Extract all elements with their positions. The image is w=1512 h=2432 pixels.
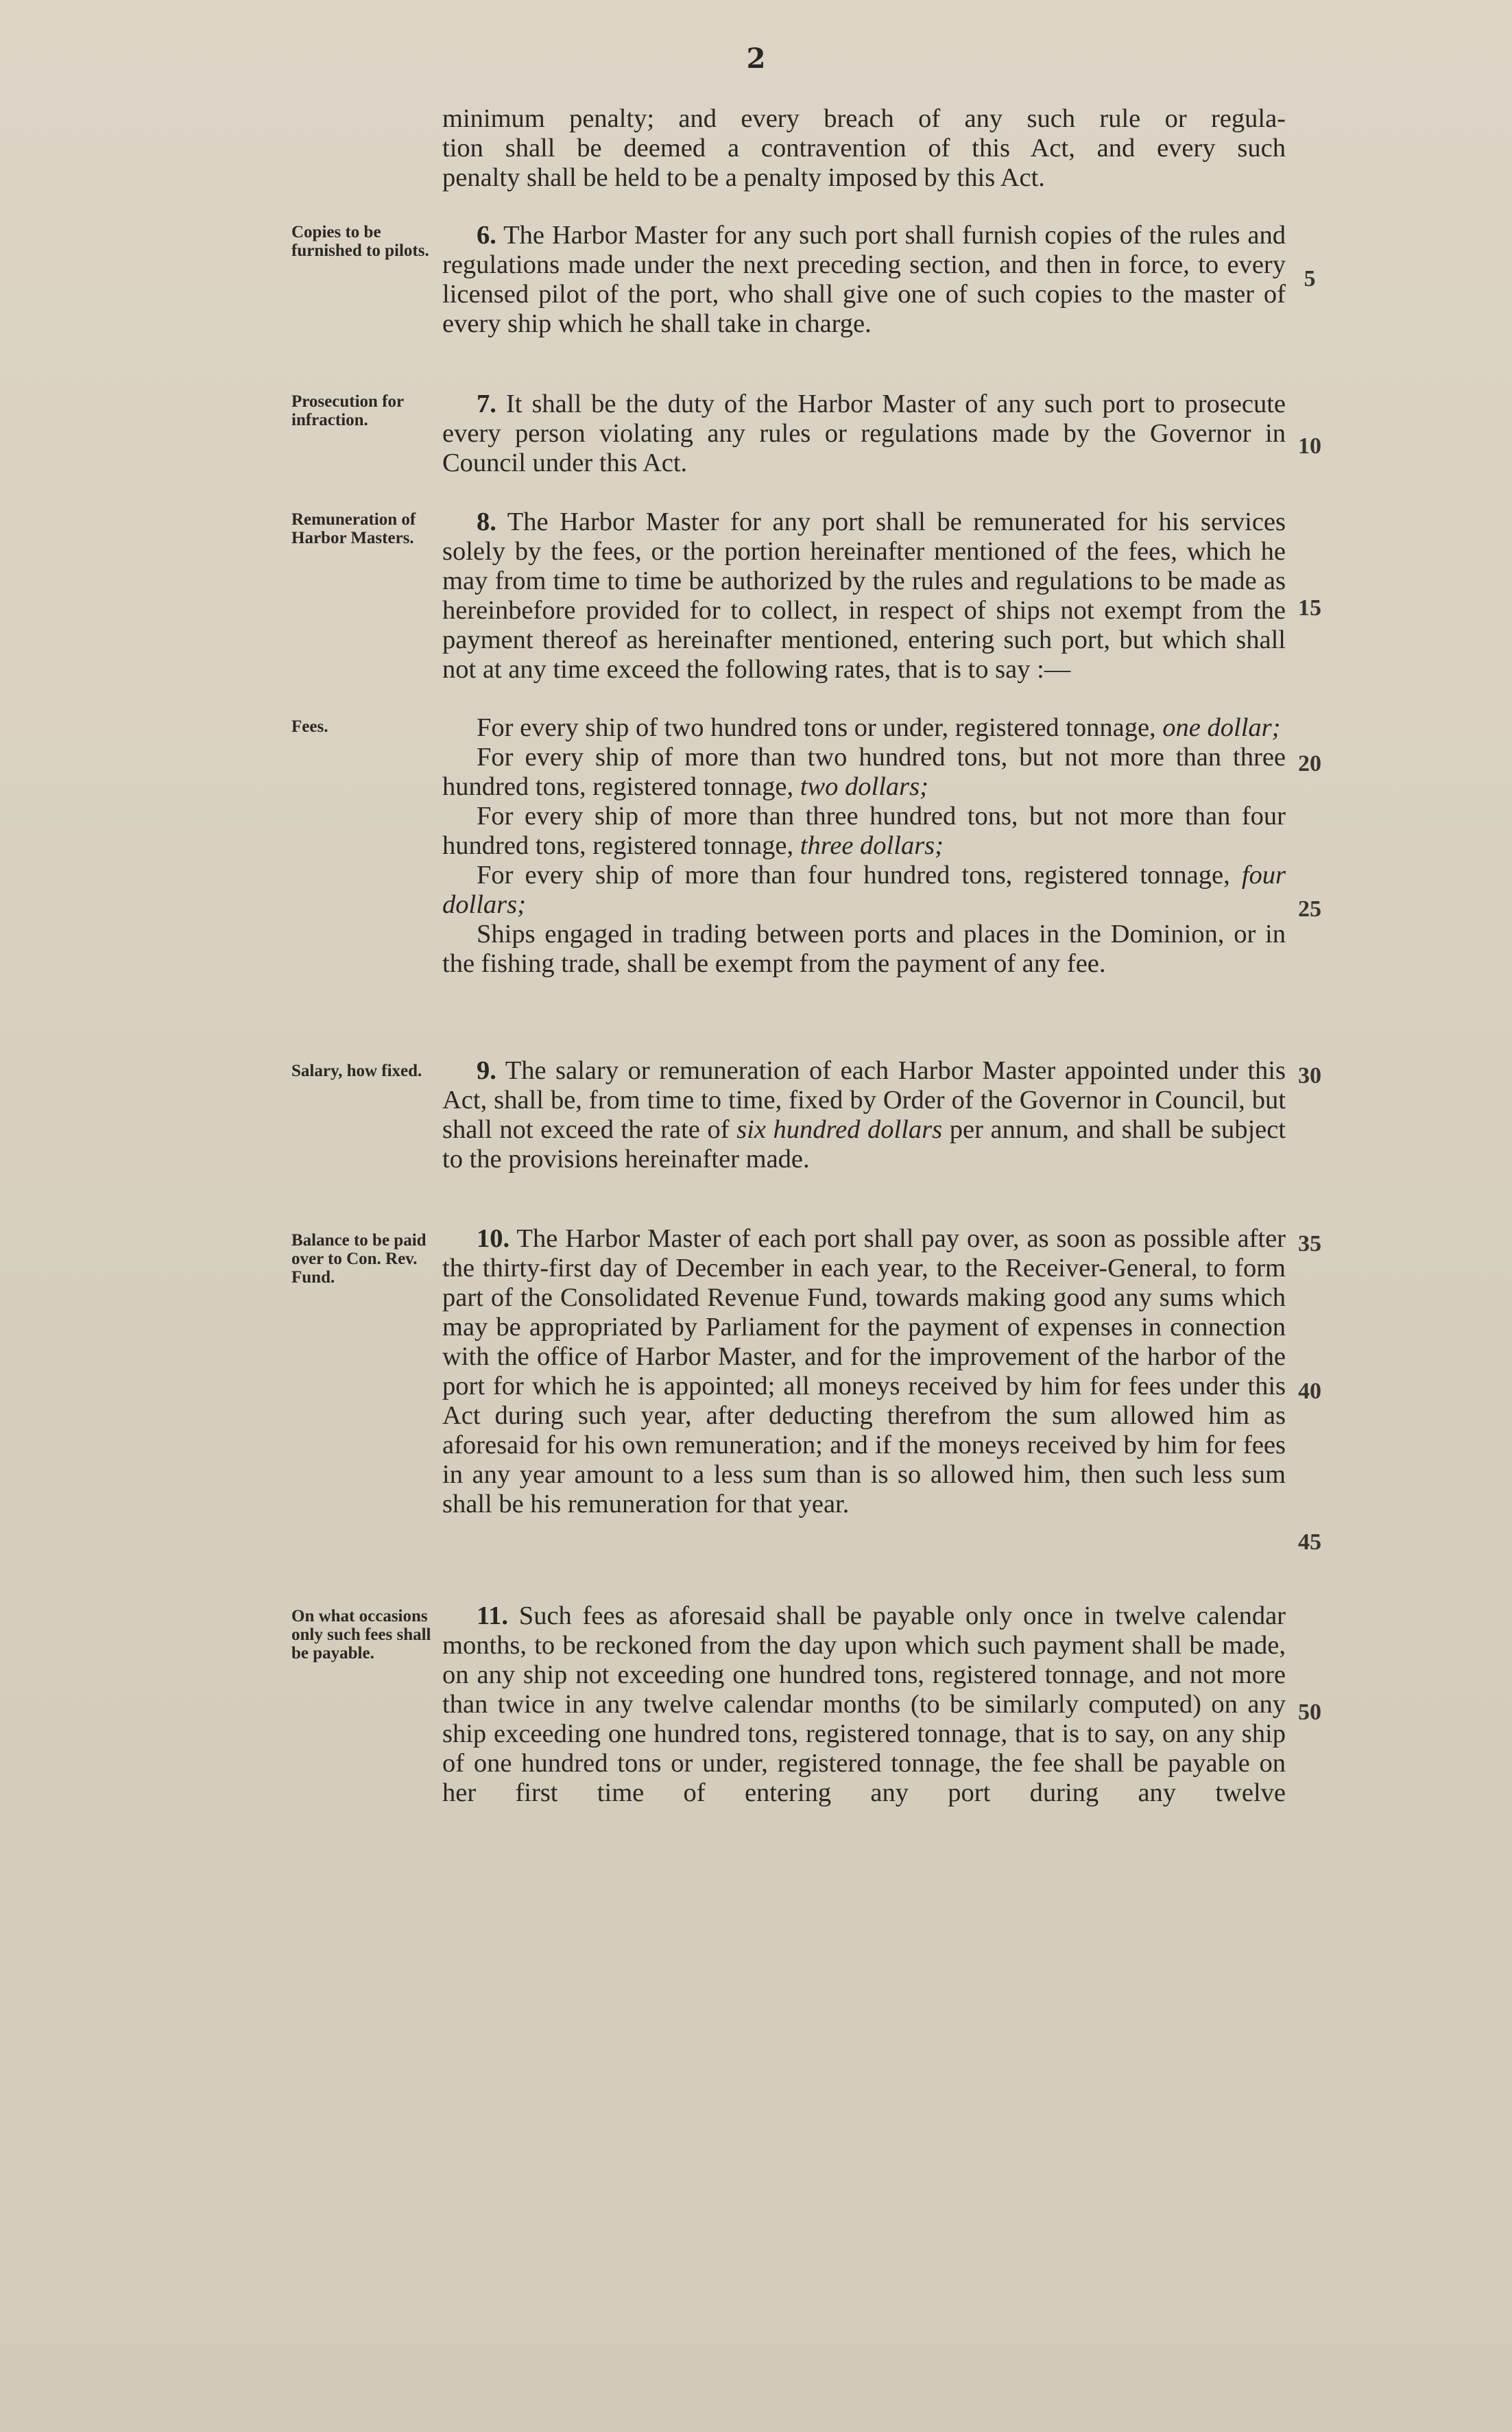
fee-rate-text: For every ship of two hundred tons or under, registered tonnage, [477,713,1156,742]
section-6 [442,221,1286,339]
fee-rate-amount: four dollars; [442,861,1286,919]
line-number: 35 [1298,1231,1321,1256]
fee-rate [442,861,1286,920]
section-7 [442,390,1286,478]
margin-note-s8: Remuneration of Harbor Masters. [291,510,416,547]
section-11 [442,1601,1286,1808]
section-number: 8. [477,508,496,536]
continuation-paragraph [442,104,1286,193]
line-number: 30 [1298,1063,1321,1088]
fee-schedule [442,713,1286,979]
fee-rate-amount: one dollar; [1162,713,1281,742]
continuation-line: penalty shall be held to be a penalty imposed by this Act. [442,163,1045,192]
line-number: 20 [1298,751,1321,776]
section-text: Such fees as aforesaid shall be payable only once in twelve calendar months, to be reckoned from the day upon which such payment shall be made, on any ship not exceeding one hundred tons, registered tonnage, and not more than twice in any twelve calendar months (to be similarly computed) on any ship exceeding one hundred tons, registered tonnage, that is to say, on any ship of one hundred tons or under, registered tonnage, the fee shall be payable on her first time of entering any port during any twelve [442,1601,1286,1807]
section-number: 6. [477,221,496,250]
fee-rate-amount: three dollars; [800,831,944,860]
fee-exemption: Ships engaged in trading between ports and places in the Dominion, or in the fishing trade, shall be exempt from the payment of any fee. [442,920,1286,978]
line-number: 10 [1298,433,1321,459]
fee-rate-text: For every ship of more than two hundred tons, but not more than three hundred tons, registered tonnage, [442,743,1286,801]
margin-note-s7: Prosecution for infraction. [291,392,404,429]
fee-rate [442,713,1286,743]
section-9 [442,1056,1286,1174]
fee-rate-text: For every ship of more than three hundred tons, but not more than four hundred tons, registered tonnage, [442,802,1286,860]
fee-rate [442,743,1286,802]
line-number: 5 [1304,266,1316,291]
page-number: 2 [746,43,766,75]
section-text: It shall be the duty of the Harbor Master of any such port to prosecute every person violating any rules or regulations made by the Governor in Council under this Act. [442,390,1286,477]
line-number: 40 [1298,1379,1321,1404]
section-number: 7. [477,390,496,418]
continuation-line: tion shall be deemed a contravention of this Act, and every such [442,134,1286,163]
continuation-line: minimum penalty; and every breach of any such rule or regula- [442,104,1286,133]
margin-note-fees: Fees. [291,717,328,736]
line-number: 25 [1298,896,1321,922]
section-10 [442,1224,1286,1519]
margin-note-s11: On what occasions only such fees shall be payable. [291,1607,431,1662]
section-text: The salary or remuneration of each Harbor Master appointed under this Act, shall be, from time to time, fixed by Order of the Governor in Council, but shall not exceed the rate of [442,1056,1286,1144]
salary-amount: six hundred dollars [736,1115,943,1144]
margin-note-s10: Balance to be paid over to Con. Rev. Fund. [291,1231,427,1287]
line-number: 50 [1298,1700,1321,1725]
fee-rate [442,802,1286,861]
fee-rate-text: For every ship of more than four hundred tons, registered tonnage, [477,861,1230,890]
line-number: 15 [1298,595,1321,621]
section-number: 10. [477,1224,510,1253]
section-8 [442,508,1286,684]
section-text: The Harbor Master for any port shall be remunerated for his services solely by the fees, or the portion hereinafter mentioned of the fees, which he may from time to time be authorized by the rules and regulations to be made as hereinbefore provided for to collect, in respect of ships not exempt from the payment thereof as hereinafter mentioned, entering such port, but which shall not at any time exceed the following rates, that is to say :— [442,508,1286,684]
fee-rate-amount: two dollars; [800,772,928,801]
line-number: 45 [1298,1529,1321,1555]
section-number: 9. [477,1056,496,1085]
section-text: per annum, and shall be subject to the provisions hereinafter made. [442,1115,1286,1173]
margin-note-s9: Salary, how fixed. [291,1062,422,1080]
section-number: 11. [477,1601,509,1630]
section-text: The Harbor Master for any such port shall furnish copies of the rules and regulations made under the next preceding section, and then in force, to every licensed pilot of the port, who shall give one of such copies to the master of every ship which he shall take in charge. [442,221,1286,338]
section-text: The Harbor Master of each port shall pay over, as soon as possible after the thirty-first day of December in each year, to the Receiver-General, to form part of the Consolidated Revenue Fund, towards making good any sums which may be appropriated by Parliament for the payment of expenses in connection with the office of Harbor Master, and for the improvement of the harbor of the port for which he is appointed; all moneys received by him for fees under this Act during such year, after deducting therefrom the sum allowed him as aforesaid for his own remuneration; and if the moneys received by him for fees in any year amount to a less sum than is so allowed him, then such less sum shall be his remuneration for that year. [442,1224,1286,1518]
margin-note-s6: Copies to be furnished to pilots. [291,223,429,260]
